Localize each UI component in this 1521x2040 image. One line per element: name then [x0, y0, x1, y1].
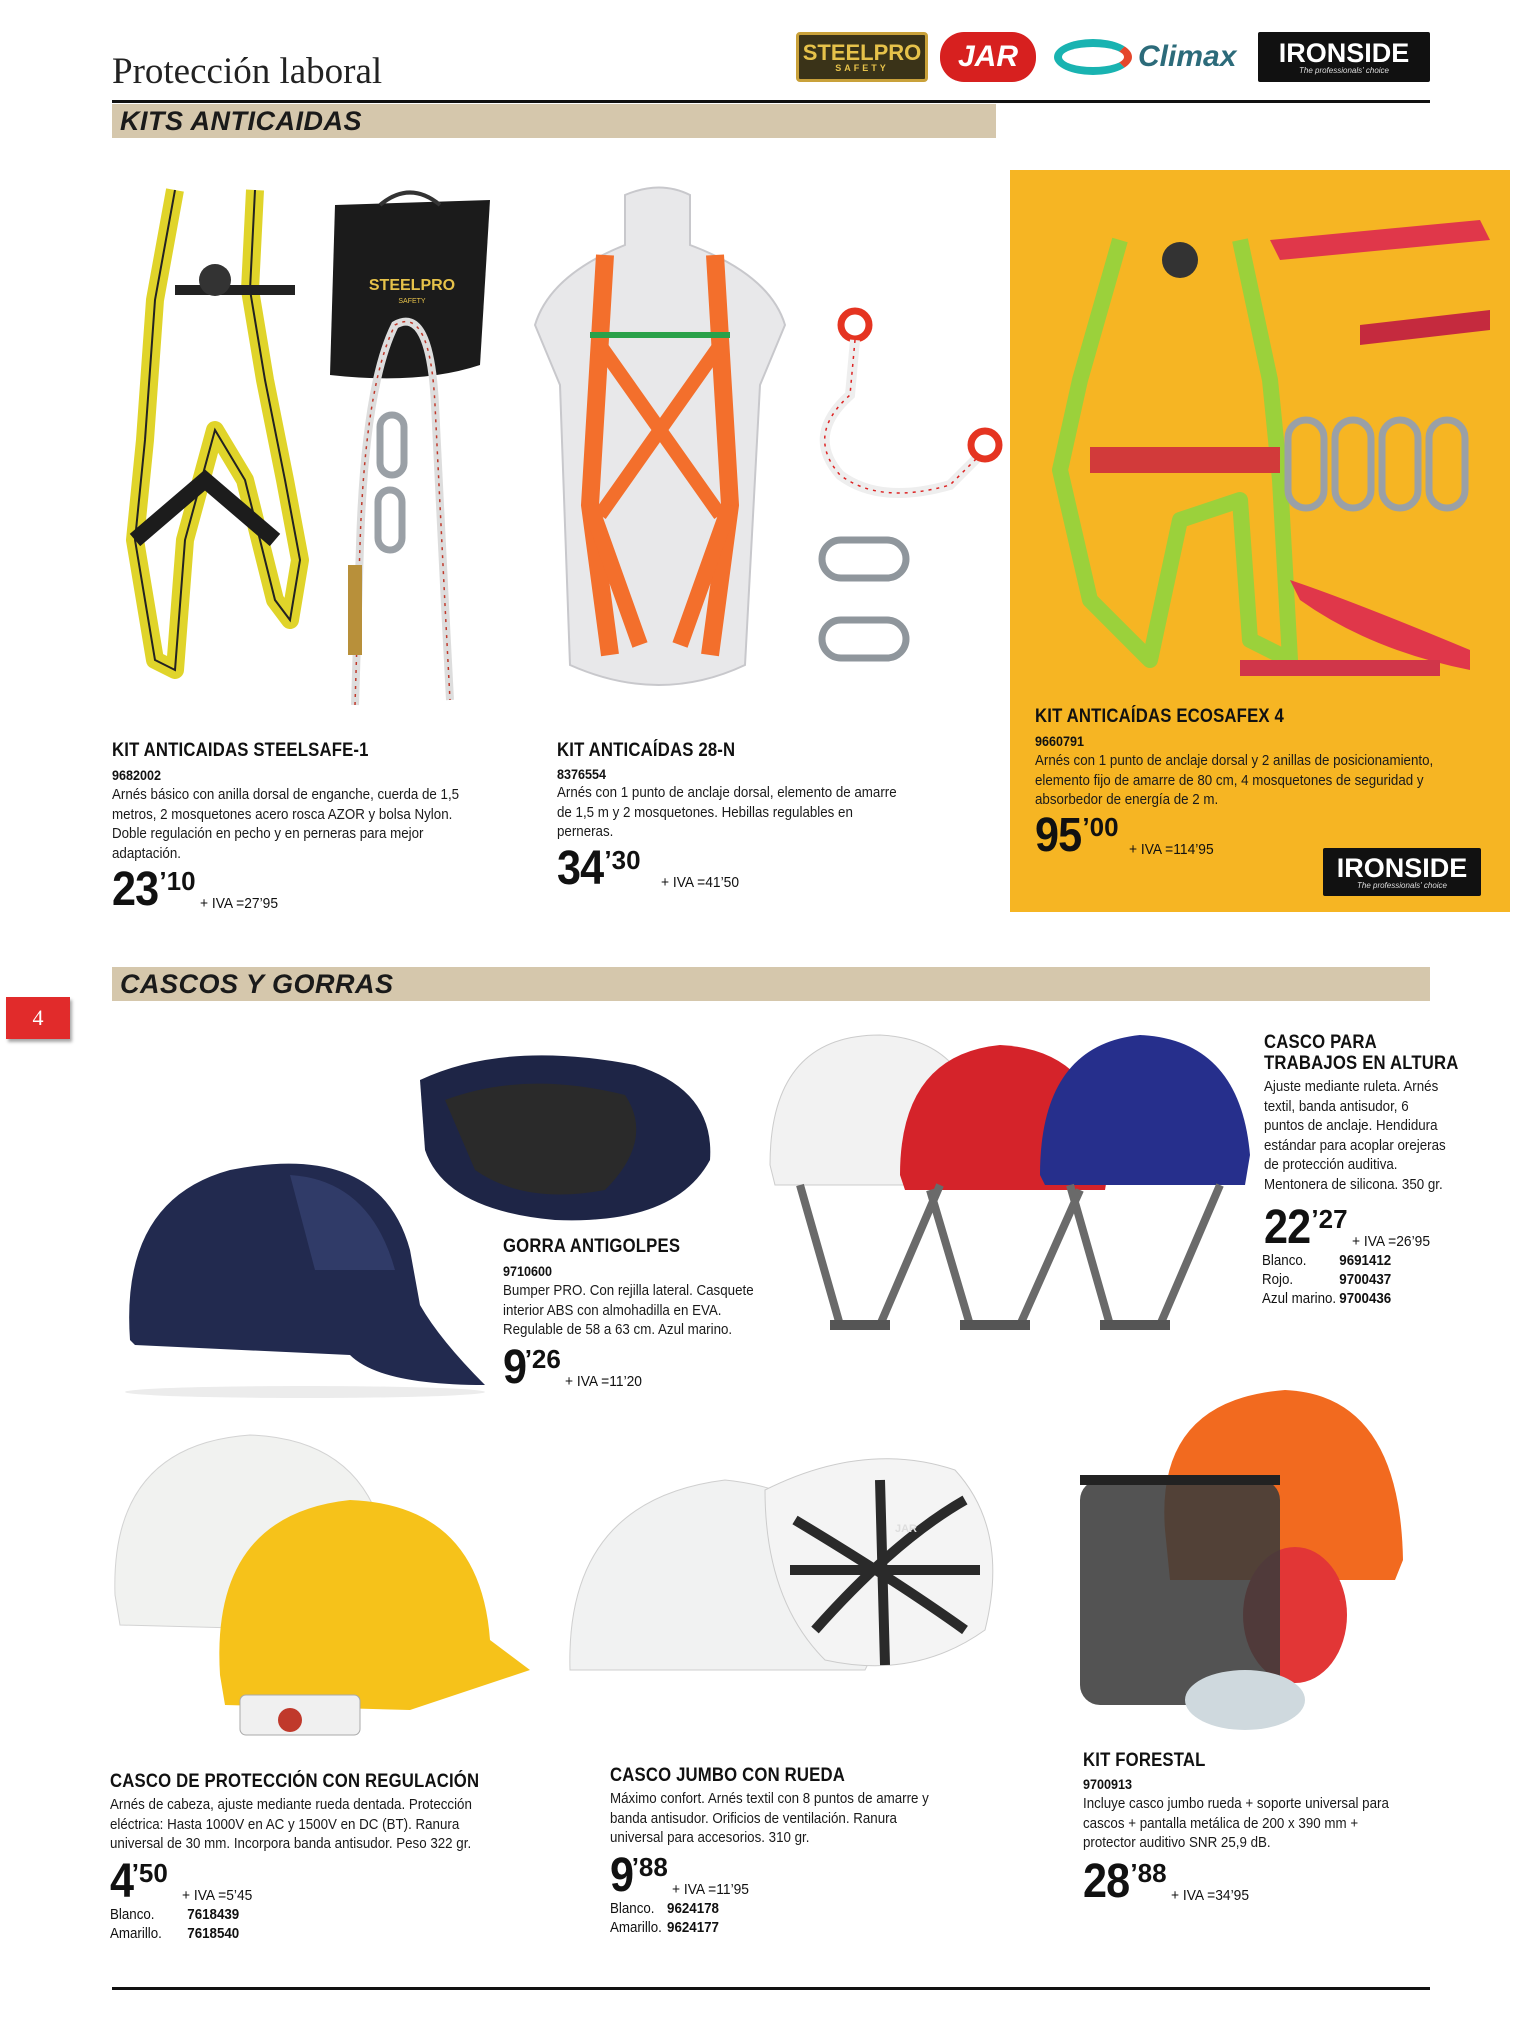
header-divider — [112, 100, 1430, 103]
gorra-interior-image — [415, 1040, 715, 1230]
variant-name: Blanco. — [1262, 1253, 1307, 1269]
variants-jumbo — [610, 1900, 728, 1938]
regulacion-helmets-image — [110, 1425, 530, 1745]
variant-code: 9624177 — [667, 1920, 719, 1936]
price-ecosafex — [1035, 809, 1221, 862]
product-description-kit28n: Arnés con 1 punto de anclaje dorsal, elemento de amarre de 1,5 m y 2 mosquetones. Hebillas regulables en perneras. — [557, 785, 897, 840]
variant-name: Amarillo. — [610, 1920, 662, 1936]
price-decimals: ’88 — [1130, 1858, 1167, 1888]
jumbo-strap-label: JAR — [895, 1523, 918, 1535]
product-description-steelsafe: Arnés básico con anilla dorsal de enganche, cuerda de 1,5 metros, 2 mosquetones acero rosca AZOR y bolsa Nylon. Doble regulación en pecho y en perneras para mejor adaptación. — [112, 787, 460, 862]
price-decimals: ’10 — [159, 866, 196, 896]
jar-logo-text: JAR — [957, 40, 1018, 73]
steelsafe-harness-image — [115, 180, 325, 680]
variant-name: Blanco. — [610, 1901, 655, 1917]
price-integer: 34 — [557, 842, 604, 895]
price-with-iva: + IVA =5’45 — [181, 1887, 253, 1904]
jar-logo — [940, 32, 1036, 82]
price-forestal — [1083, 1855, 1255, 1908]
product-description-ecosafex: Arnés con 1 punto de anclaje dorsal y 2 anillas de posicionamiento, elemento fijo de amarre de 80 cm, 4 mosquetones de seguridad y absorbedor de energía de 2 m. — [1035, 753, 1434, 808]
product-title-forestal: KIT FORESTAL — [1083, 1750, 1206, 1771]
kit28n-lanyard-image — [800, 305, 1010, 685]
price-decimals: ’26 — [524, 1344, 561, 1374]
price-regulacion — [110, 1855, 258, 1908]
price-with-iva: + IVA =11’20 — [564, 1373, 642, 1390]
price-integer: 4 — [110, 1855, 134, 1908]
product-title-steelsafe: KIT ANTICAIDAS STEELSAFE-1 — [112, 740, 369, 761]
price-kit28n — [557, 842, 745, 895]
price-with-iva: + IVA =34’95 — [1170, 1887, 1249, 1904]
altura-helmets-image — [760, 1025, 1260, 1355]
product-code-ecosafex: 9660791 — [1035, 733, 1085, 749]
variant-code: 9691412 — [1339, 1253, 1392, 1269]
steelpro-logo-sub: SAFETY — [835, 62, 889, 73]
price-integer: 9 — [610, 1849, 634, 1902]
product-title-jumbo: CASCO JUMBO CON RUEDA — [610, 1765, 846, 1786]
variants-regulacion — [110, 1906, 250, 1944]
price-with-iva: + IVA =114’95 — [1128, 841, 1214, 858]
price-integer: 23 — [112, 863, 159, 916]
steelsafe-bag-label: STEELPRO — [368, 277, 456, 294]
variant-code: 7618439 — [187, 1907, 240, 1923]
price-integer: 9 — [503, 1341, 527, 1394]
variant-name: Azul marino. — [1262, 1291, 1337, 1307]
variant-name: Amarillo. — [110, 1926, 162, 1942]
steelsafe-bag-image — [320, 185, 510, 725]
price-with-iva: + IVA =26’95 — [1351, 1233, 1430, 1250]
section-title-cascos: CASCOS Y GORRAS — [120, 968, 394, 999]
product-title-regulacion: CASCO DE PROTECCIÓN CON REGULACIÓN — [110, 1771, 480, 1792]
variant-code: 9700436 — [1339, 1291, 1392, 1307]
climax-logo-text: Climax — [1138, 40, 1237, 73]
price-decimals: ’00 — [1082, 812, 1119, 842]
price-gorra — [503, 1341, 649, 1394]
jumbo-helmets-image — [565, 1440, 1005, 1690]
steelpro-logo-text: STEELPRO — [802, 39, 922, 65]
product-code-gorra: 9710600 — [503, 1263, 553, 1279]
price-with-iva: + IVA =41’50 — [660, 874, 739, 891]
variant-name: Rojo. — [1262, 1272, 1294, 1288]
ecosafex-kit-image — [1030, 180, 1500, 700]
price-decimals: ’27 — [1311, 1204, 1348, 1234]
price-with-iva: + IVA =27’95 — [199, 895, 278, 912]
ecosafex-brand-text: IRONSIDE — [1336, 852, 1468, 883]
product-description-gorra: Bumper PRO. Con rejilla lateral. Casquete interior ABS con almohadilla en EVA. Regulable de 58 a 63 cm. Azul marino. — [503, 1283, 754, 1338]
climax-logo — [1054, 32, 1246, 82]
product-description-forestal: Incluye casco jumbo rueda + soporte universal para cascos + pantalla metálica de 200 x 390 mm + protector auditivo SNR 25,9 dB. — [1083, 1796, 1389, 1851]
variant-row — [110, 1925, 239, 1944]
steelsafe-bag-sub: SAFETY — [398, 298, 426, 305]
price-integer: 28 — [1083, 1855, 1130, 1908]
variant-row — [110, 1906, 239, 1925]
product-code-forestal: 9700913 — [1083, 1776, 1133, 1792]
climax-swoosh-icon — [1054, 39, 1132, 75]
price-decimals: ’50 — [131, 1858, 168, 1888]
kit28n-harness-image — [530, 185, 790, 705]
steelpro-logo — [796, 32, 928, 82]
page-number-tab: 4 — [6, 997, 70, 1039]
product-description-regulacion: Arnés de cabeza, ajuste mediante rueda dentada. Protección eléctrica: Hasta 1000V en AC y 1500V en DC (BT). Ranura universal de 30 mm. Incorpora banda antisudor. Peso 322 gr. — [110, 1797, 472, 1852]
product-code-kit28n: 8376554 — [557, 766, 607, 782]
price-decimals: ’30 — [604, 845, 641, 875]
forestal-kit-image — [1075, 1380, 1410, 1740]
product-title-altura-line2: TRABAJOS EN ALTURA — [1264, 1053, 1459, 1074]
price-integer: 95 — [1035, 809, 1082, 862]
variant-row — [610, 1900, 719, 1919]
section-header-kits — [112, 104, 996, 138]
variant-code: 9700437 — [1339, 1272, 1392, 1288]
price-decimals: ’88 — [631, 1852, 668, 1882]
variant-row — [1262, 1290, 1391, 1309]
price-with-iva: + IVA =11’95 — [671, 1881, 749, 1898]
ecosafex-brand-logo — [1323, 848, 1481, 896]
price-altura — [1264, 1201, 1436, 1254]
ironside-logo-text: IRONSIDE — [1278, 37, 1410, 68]
product-code-steelsafe: 9682002 — [112, 767, 162, 783]
price-steelsafe — [112, 863, 284, 916]
section-title-kits: KITS ANTICAIDAS — [120, 105, 362, 136]
ecosafex-brand-tagline: The professionals' choice — [1356, 880, 1448, 890]
product-description-altura: Ajuste mediante ruleta. Arnés textil, banda antisudor, 6 puntos de anclaje. Hendidura estándar para acoplar orejeras de protección auditiva. Mentonera de silicona. 350 gr. — [1264, 1079, 1446, 1193]
variant-row — [610, 1919, 719, 1938]
product-title-altura-line1: CASCO PARA — [1264, 1032, 1377, 1053]
page-title: Protección laboral — [112, 51, 383, 92]
variant-name: Blanco. — [110, 1907, 155, 1923]
ironside-logo — [1258, 32, 1430, 82]
product-title-kit28n: KIT ANTICAÍDAS 28-N — [557, 740, 736, 761]
product-title-gorra: GORRA ANTIGOLPES — [503, 1236, 681, 1257]
price-jumbo — [610, 1849, 756, 1902]
variant-row — [1262, 1252, 1391, 1271]
variant-row — [1262, 1271, 1391, 1290]
variant-code: 9624178 — [667, 1901, 719, 1917]
variants-altura — [1262, 1252, 1402, 1309]
footer-divider — [112, 1987, 1430, 1990]
section-header-cascos — [112, 967, 1430, 1001]
product-description-jumbo: Máximo confort. Arnés textil con 8 puntos de amarre y banda antisudor. Orificios de ventilación. Ranura universal para accesorios. 310 gr. — [610, 1791, 929, 1846]
variant-code: 7618540 — [187, 1926, 240, 1942]
ironside-logo-tagline: The professionals' choice — [1298, 65, 1390, 75]
product-title-ecosafex: KIT ANTICAÍDAS ECOSAFEX 4 — [1035, 706, 1285, 727]
price-integer: 22 — [1264, 1201, 1311, 1254]
